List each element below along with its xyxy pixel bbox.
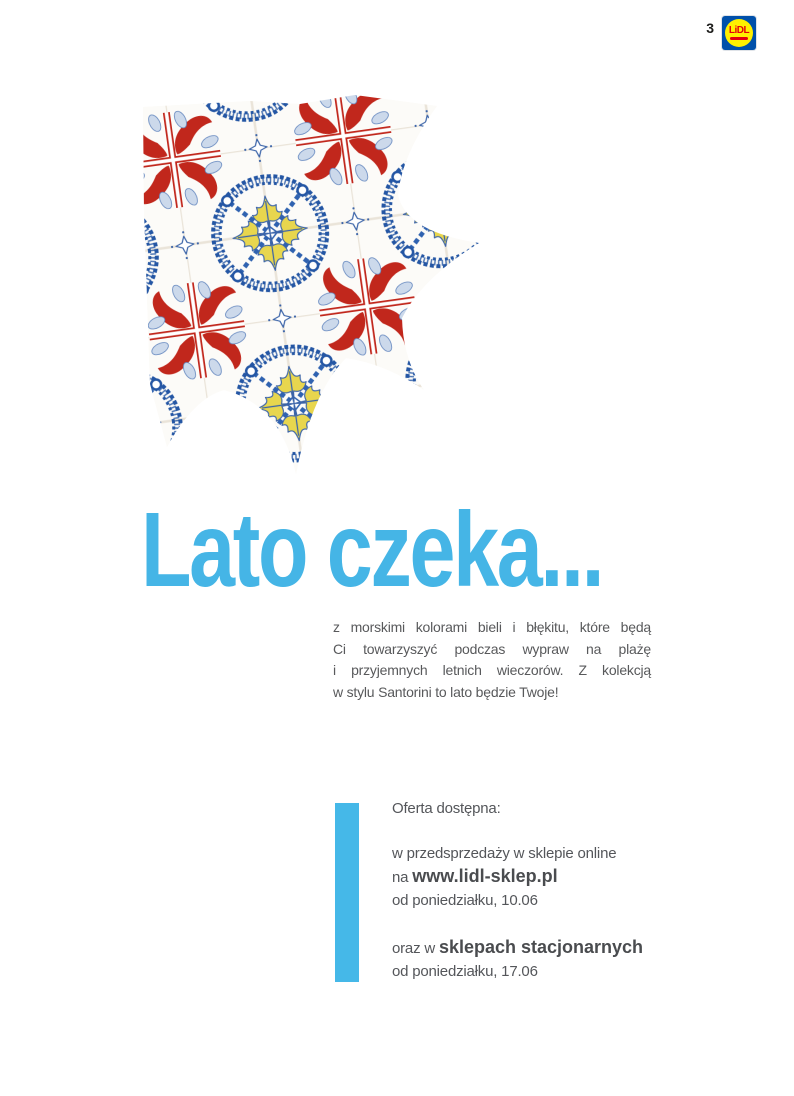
offer-online-url-line bbox=[392, 864, 643, 890]
intro-line: i przyjemnych letnich wieczorów. Z kolekcją bbox=[333, 662, 651, 678]
offer-stores-prefix: oraz w bbox=[392, 940, 439, 957]
intro-line: Ci towarzyszyć podczas wypraw na plażę bbox=[333, 640, 651, 657]
lidl-logo-icon bbox=[722, 16, 756, 50]
offer-stores-emphasis: sklepach stacjonarnych bbox=[438, 937, 644, 957]
lidl-logo-underline bbox=[730, 37, 748, 40]
offer-online-date: od poniedziałku, 10.06 bbox=[392, 892, 538, 909]
offer-heading: Oferta dostępna: bbox=[392, 800, 501, 817]
intro-line: w stylu Santorini to lato będzie Twoje! bbox=[333, 683, 559, 700]
offer-stores-date: od poniedziałku, 17.06 bbox=[392, 963, 538, 980]
page-number: 3 bbox=[706, 20, 714, 36]
offer-stores-line bbox=[392, 935, 643, 961]
intro-line: z morskimi kolorami bieli i błękitu, które będą bbox=[333, 619, 651, 635]
intro-paragraph bbox=[333, 617, 651, 703]
offer-block bbox=[392, 798, 643, 982]
offer-online-url[interactable]: www.lidl-sklep.pl bbox=[412, 866, 558, 886]
offer-online-line: w przedsprzedaży w sklepie online bbox=[392, 845, 617, 862]
lidl-logo-text: LiDL bbox=[728, 25, 750, 36]
azulejo-pattern-svg bbox=[140, 92, 490, 484]
tile-collage-image bbox=[140, 92, 490, 484]
page-title: Lato czeka... bbox=[141, 491, 603, 609]
offer-online-prefix: na bbox=[392, 869, 413, 886]
offer-accent-bar bbox=[335, 803, 359, 982]
page-header bbox=[706, 16, 756, 50]
